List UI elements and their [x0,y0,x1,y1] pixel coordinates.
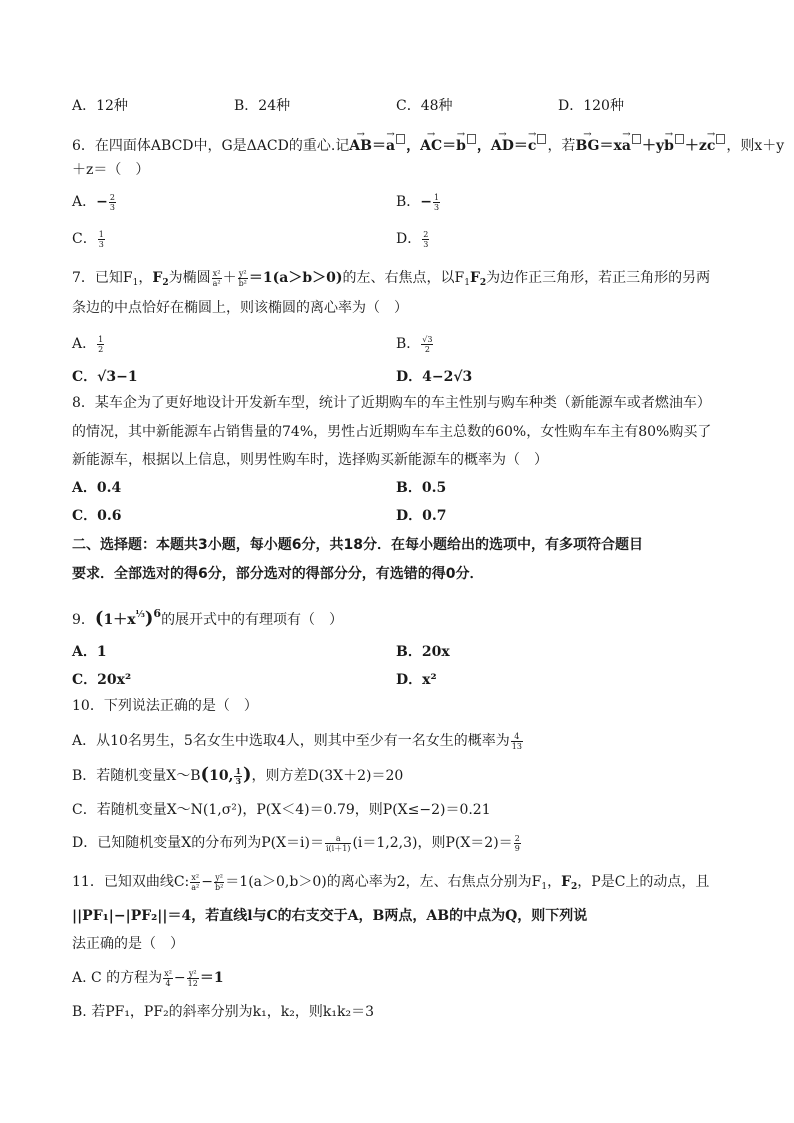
q10-option-c: C．若随机变量X～N(1,σ²)，P(X＜4)＝0.79，则P(X≤−2)＝0.21 [72,802,491,818]
q8-option-a: A．0.4 [72,480,122,496]
q5-option-a: A．12种 [72,98,128,114]
q11-option-b: B. 若PF₁，PF₂的斜率分别为k₁，k₂，则k₁k₂＝3 [72,1004,374,1020]
q10-option-a: A．从10名男生，5名女生中选取4人，则其中至少有一名女生的概率为 $\frac{4}{13}$ [72,731,522,751]
q5-option-b: B．24种 [234,98,291,114]
q7-option-a: A． $\frac{1}{2}$ [72,334,104,354]
q6-option-a: A．− $\frac{2}{3}$ [72,192,115,212]
q6-stem-tail: ，则x＋y [726,138,785,154]
q8-stem-line3: 新能源车，根据以上信息，则男性购车时，选择购买新能源车的概率为（ ） [72,452,548,468]
q9-option-a: A．1 [72,644,107,660]
q10-stem: 10．下列说法正确的是（ ） [72,698,258,714]
q6-stem-line1: 6．在四面体ABCD中，G是ΔACD的重心.记→ AB＝→ a ，→ AC＝→ b ，→ AD＝→ c ，若→ BG＝x→ a ＋y→ b ＋z→ c ，则x＋y [72,134,784,156]
q11-stem-line1: 11．已知双曲线C: $\frac{\text{x²}}{\text{a²}}$ − $\frac{\text{y²}}{\text{b²}}$ ＝1(a＞0,b＞0)的离心率为2，左、右焦点分别为$F_1$，$F_2$，P是C上的动点，且 [72,872,710,892]
q7-option-c: C．√3−1 [72,369,138,385]
section-2-heading: 二、选择题：本题共3小题，每小题6分，共18分．在每小题给出的选项中，有多项符合题目 [72,537,643,553]
q9-stem: 9．$(1+x^{\frac{1}{3}})^6$的展开式中的有理项有（ ） [72,607,344,629]
q7-stem-line2: 条边的中点恰好在椭圆上，则该椭圆的离心率为（ ） [72,300,408,316]
q8-stem-line2: 的情况，其中新能源车占销售量的74%，男性占近期购车车主总数的60%，女性购车车主有80%购买了 [72,424,712,440]
q5-option-c: C．48种 [396,98,453,114]
q6-option-c: C． $\frac{1}{3}$ [72,229,104,249]
q7-stem-line1: 7．已知$F_1$，$F_2$为椭圆 $\frac{\text{x²}}{\text{a²}}$ ＋ $\frac{\text{y²}}{\text{b²}}$ ＝1(a＞b＞0)的左、右焦点，以$F_1F_2$为边作正三角形，若正三角形的另两 [72,268,711,288]
q7-option-d: D．4−2√3 [396,369,473,385]
q8-option-c: C．0.6 [72,508,122,524]
q7-option-b: B． $\frac{√3}{2}$ [396,334,433,354]
q5-option-d: D．120种 [558,98,624,114]
q9-option-b: B．20x [396,644,450,660]
q6-stem-line2: ＋z＝（ ） [72,162,150,178]
q11-option-a: A. C 的方程为 $\frac{\text{x²}}{4}$ − $\frac{\text{y²}}{12}$ ＝1 [72,968,224,988]
section-2-heading-line2: 要求．全部选对的得6分，部分选对的得部分分，有选错的得0分． [72,566,484,582]
q8-option-b: B．0.5 [396,480,447,496]
q9-option-c: C．20x² [72,672,132,688]
q8-option-d: D．0.7 [396,508,447,524]
q8-stem-line1: 8．某车企为了更好地设计开发新车型，统计了近期购车的车主性别与购车种类（新能源车或者燃油车） [72,395,711,411]
q6-option-d: D． $\frac{2}{3}$ [396,229,429,249]
q11-stem-line3: 法正确的是（ ） [72,936,184,952]
q11-stem-line2: ||PF₁|−|PF₂||＝4，若直线l与C的右支交于A，B两点，AB的中点为Q，则下列说 [72,908,588,924]
q10-option-d: D．已知随机变量X的分布列为P(X＝i)＝ $\frac{a}{i(i+1)}$ (i＝1,2,3)，则P(X＝2)＝ $\frac{2}{9}$ [72,833,520,853]
q6-stem-text: 6．在四面体ABCD中，G是ΔACD的重心.记 [72,138,350,154]
q9-option-d: D．x² [396,672,437,688]
q10-option-b: B．若随机变量X～B(10, $\frac{1}{3}$ )，则方差D(3X＋2)＝20 [72,764,404,786]
q6-option-b: B．− $\frac{1}{3}$ [396,192,440,212]
